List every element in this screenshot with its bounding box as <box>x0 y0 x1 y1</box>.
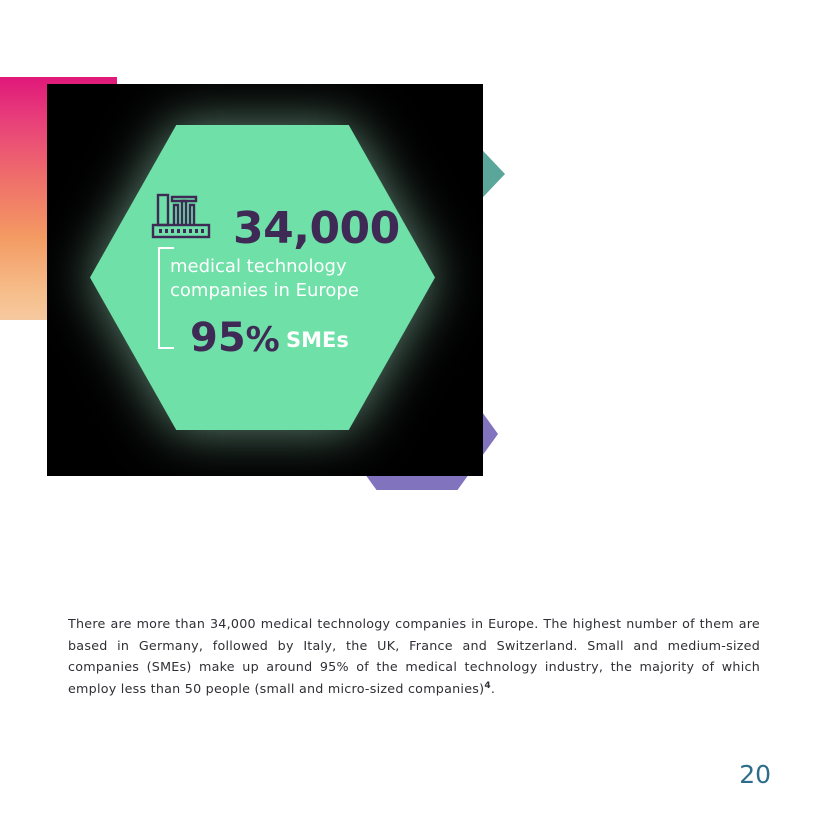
stat-caption-line-2: companies in Europe <box>170 280 359 302</box>
body-paragraph <box>68 613 760 700</box>
percent-number: 95 <box>190 315 246 361</box>
footnote-marker: 4 <box>484 680 491 691</box>
factory-icon <box>150 187 230 245</box>
percent-sign: % <box>245 320 280 360</box>
page-number: 20 <box>739 760 771 789</box>
body-paragraph-text: There are more than 34,000 medical technology companies in Europe. The highest number of them are based in Germany, followed by Italy, the UK, France and Switzerland. Small and medium-sized companies (SMEs) make up around 95% of the medical technology industry, the majority of which employ less than 50 people (small and micro-sized companies) <box>68 615 760 697</box>
infographic-content <box>90 125 435 430</box>
body-paragraph-end: . <box>490 681 496 697</box>
percent-label: SMEs <box>286 328 349 352</box>
percent-value <box>190 315 280 361</box>
stat-caption-line-1: medical technology <box>170 256 347 277</box>
stat-caption <box>170 255 420 304</box>
stat-number: 34,000 <box>233 203 400 254</box>
